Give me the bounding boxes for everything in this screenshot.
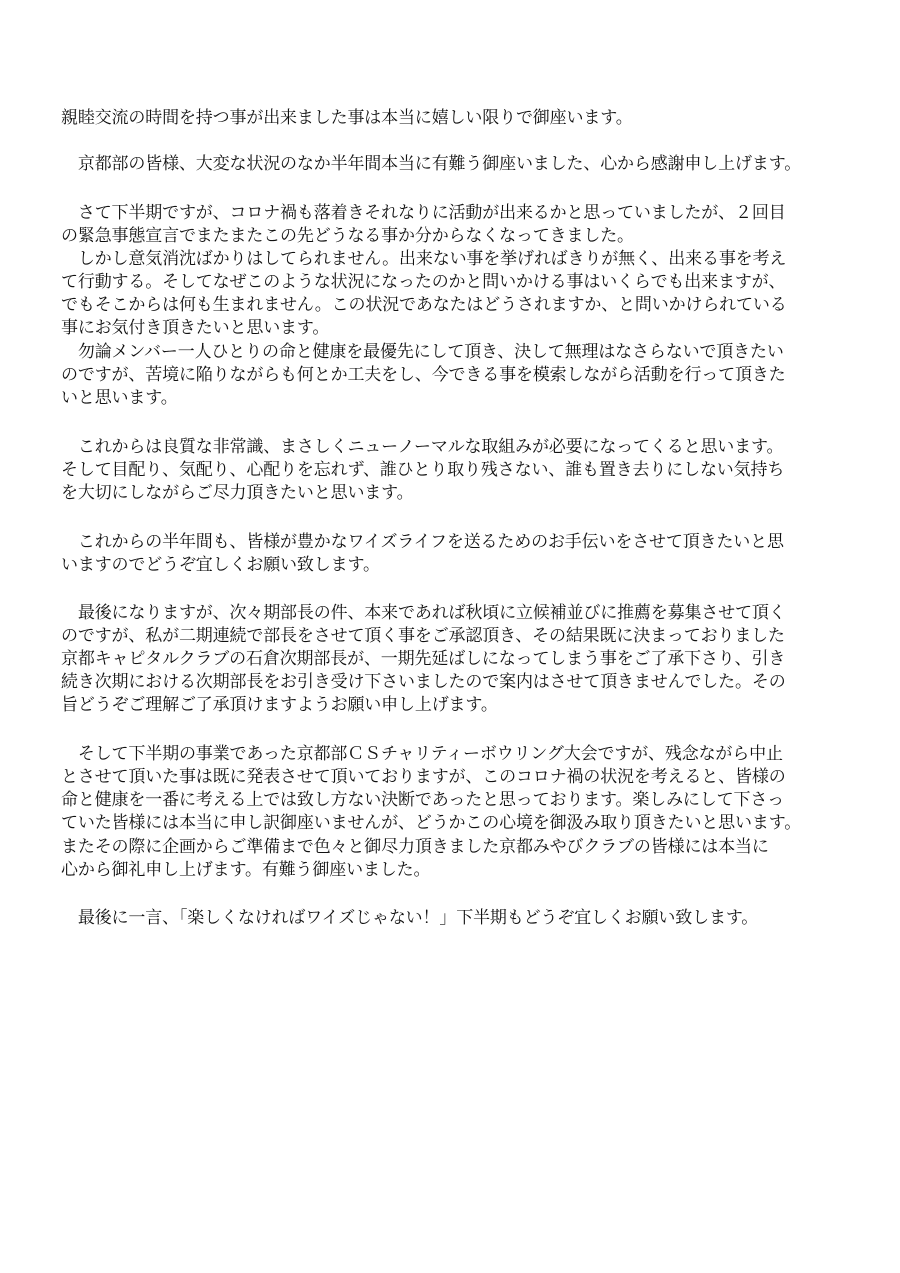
text-line: 京都キャピタルクラブの石倉次期部長が、一期先延ばしになってしまう事をご了承下さり、引き [61,649,786,669]
text-line: これからの半年間も、皆様が豊かなワイズライフを送るためのお手伝いをさせて頂きたいと思 [61,532,784,552]
text-line: 最後に一言、「楽しくなければワイズじゃない！」下半期もどうぞ宜しくお願い致します。 [61,908,759,928]
text-line: そして下半期の事業であった京都部ＣＳチャリティーボウリング大会ですが、残念ながら中止 [61,744,783,764]
text-line: とさせて頂いた事は既に発表させて頂いておりますが、このコロナ禍の状況を考えると、皆様の [61,767,786,787]
text-line: 事にお気付き頂きたいと思います。 [61,318,330,338]
text-line: のですが、苦境に陥りながらも何とか工夫をし、今できる事を模索しながら活動を行って頂きた [61,365,786,385]
text-line: でもそこからは何も生まれません。この状況であなたはどうされますか、と問いかけられている [61,295,787,315]
text-line: 最後になりますが、次々期部長の件、本来であれば秋頃に立候補並びに推薦を募集させて頂く [61,603,786,623]
text-line: 続き次期における次期部長をお引き受け下さいましたので案内はさせて頂きませんでした。その [61,672,786,692]
text-line: さて下半期ですが、コロナ禍も落着きそれなりに活動が出来るかと思っていましたが、２回目 [61,203,786,223]
text-line: のですが、私が二期連続で部長をさせて頂く事をご承認頂き、その結果既に決まっておりました [61,626,785,646]
text-line: て行動する。そしてなぜこのような状況になったのかと問いかける事はいくらでも出来ますが、 [61,272,786,292]
text-line: そして目配り、気配り、心配りを忘れず、誰ひとり取り残さない、誰も置き去りにしない気持ち [61,460,785,480]
text-line: 京都部の皆様、大変な状況のなか半年間本当に有難う御座いました、心から感謝申し上げます。 [61,154,802,174]
text-line: しかし意気消沈ばかりはしてられません。出来ない事を挙げればきりが無く、出来る事を考え [61,249,787,269]
text-line: これからは良質な非常識、まさしくニューノーマルな取組みが必要になってくると思います。 [61,437,784,457]
text-line: いますのでどうぞ宜しくお願い致します。 [61,555,380,575]
text-line: いと思います。 [61,388,178,408]
text-line: の緊急事態宣言でまたまたこの先どうなる事か分からなくなってきました。 [61,226,634,246]
text-line: またその際に企画からご準備まで色々と御尽力頂きました京都みやびクラブの皆様には本当に [61,837,769,857]
text-line: を大切にしながらご尽力頂きたいと思います。 [61,483,414,503]
text-line: 旨どうぞご理解ご了承頂けますようお願い申し上げます。 [61,695,498,715]
text-line: 命と健康を一番に考える上では致し方ない決断であったと思っております。楽しみにして下さっ [61,790,785,810]
text-line: 親睦交流の時間を持つ事が出来ました事は本当に嬉しい限りで御座います。 [61,108,633,128]
text-line: ていた皆様には本当に申し訳御座いませんが、どうかこの心境を御汲み取り頂きたいと思います。 [61,813,802,833]
text-line: 心から御礼申し上げます。有難う御座いました。 [61,860,431,880]
text-line: 勿論メンバー一人ひとりの命と健康を最優先にして頂き、決して無理はなさらないで頂きたい [61,342,784,362]
